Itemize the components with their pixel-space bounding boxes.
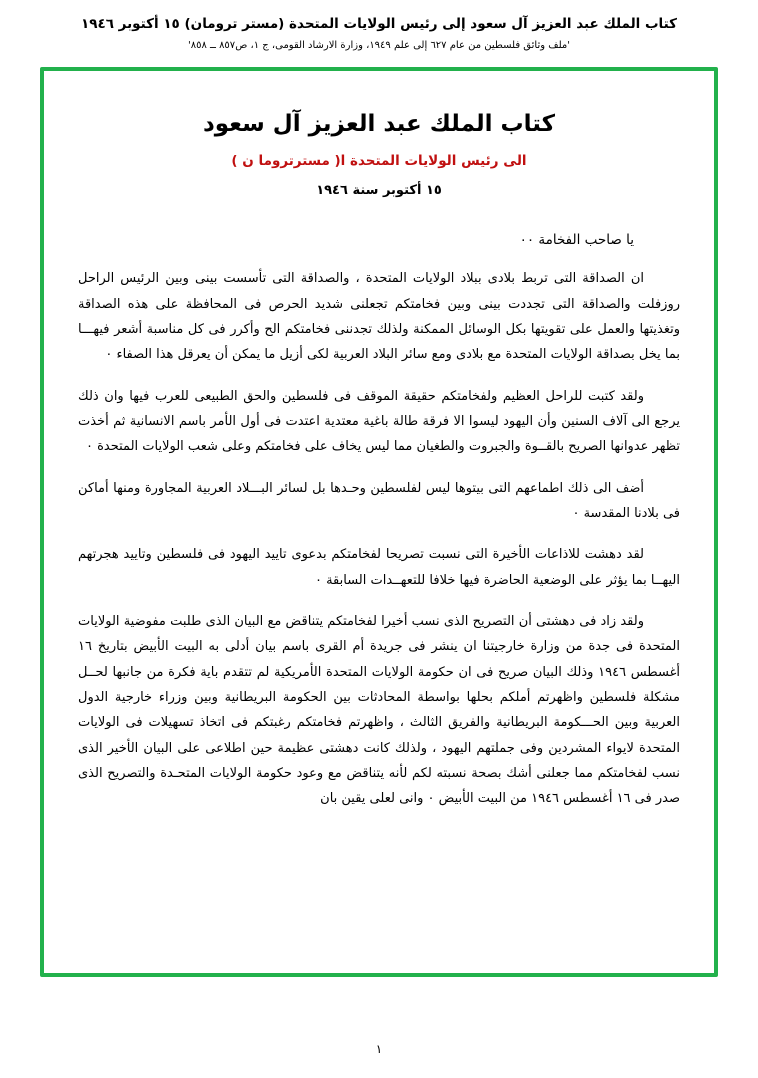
document-date: ١٥ أكتوبر سنة ١٩٤٦ [316, 183, 442, 199]
content-frame [40, 67, 718, 977]
paragraph: ولقد كتبت للراحل العظيم ولفخامتكم حقيقة الموقف فى فلسطين والحق الطبيعى للعرب فيها وان ذلك يرجع الى آلاف السنين وأن اليهود ليسوا الا فرقة طالة باغية معتدية اعتدت فى أول الأمر باسم الانسانية ثم أخذت تظهر عدوانها الصريح بالقــوة والجبروت والطغيان مما ليس يخاف على فخامتكم وعلى شعب الولايات المتحدة ٠ [78, 388, 680, 455]
document-subtitle: الى رئيس الولايات المتحدة ا( مسترتروما ن ) [231, 153, 527, 170]
header-source-line: 'ملف وثائق فلسطين من عام ٦٢٧ إلى علم ١٩٤٩، وزارة الارشاد القومى، ج ١، ص٨٥٧ ــ ٨٥٨' [187, 40, 571, 52]
paragraph: لقد دهشت للاذاعات الأخيرة التى نسبت تصريحا لفخامتكم بدعوى تاييد اليهود فى فلسطين وتاييد هجرتهم اليهــا بما يؤثر على الوضعية الحاضرة فيها خلافا للتعهــدات السابقة ٠ [78, 547, 680, 588]
body-text [78, 266, 680, 812]
paragraph: ان الصداقة التى تربط بلادى ببلاد الولايات المتحدة ، والصداقة التى تأسست بينى وبين الرئيس الراحل روزفلت والصداقة التى تجددت بينى وبين فخامتكم تجعلنى شديد الحرص فى المحافظة على هذه الصداقة وتغذيتها والعمل على تقويتها بكل الوسائل الممكنة ولذلك تجدننى فخامتكم الح وأكرر فى كل مناسبة أشعر فيهـــا بما يخل بصداقة الولايات المتحدة مع بلادى ومع سائر البلاد العربية لكى أزيل ما يمكن أن يعرقل هذا الصفاء ٠ [78, 271, 680, 363]
title-block [78, 111, 680, 198]
paragraph: أضف الى ذلك اطماعهم التى بيتوها ليس لفلسطين وحـدها بل لسائر البـــلاد العربية المجاورة ومنها أماكن فى بلادنا المقدسة ٠ [78, 480, 680, 521]
salutation: يا صاحب الفخامة ٠٠ [519, 232, 634, 249]
running-header [18, 14, 740, 53]
header-main-line: كتاب الملك عبد العزيز آل سعود إلى رئيس الولايات المتحدة (مستر ترومان) ١٥ أكتوبر ١٩٤٦ [81, 16, 677, 32]
page-number: ١ [375, 1042, 383, 1056]
document-title: كتاب الملك عبد العزيز آل سعود [202, 111, 556, 138]
paragraph: ولقد زاد فى دهشتى أن التصريح الذى نسب أخيرا لفخامتكم يتناقض مع البيان الذى طلبت مفوضية الولايات المتحدة فى جدة من وزارة خارجيتنا ان ينشر فى جريدة أم القرى باسم بيان أدلى به البيت الأبيض بتاريخ ١٦ أغسطس ١٩٤٦ وذلك البيان صريح فى ان حكومة الولايات المتحدة الأمريكية لم تتقدم باية فكرة من جانبها لحــل مشكلة فلسطين واظهرتم أملكم بحلها بواسطة المحادثات بين الحكومة البريطانية وبين وزراء خارجية الدول العربية وبين الحـــكومة البريطانية والفريق الثالث ، واظهرتم فخامتكم رغبتكم فى اتخاذ تسهيلات فى الولايات المتحدة لايواء المشردين وفى جملتهم اليهود ، ولذلك كانت دهشتى عظيمة حين اطلاعى على البيان الأخير الذى نسب لفخامتكم مما جعلنى أشك بصحة نسبته لكم لأنه يتناقض مع وعود حكومة الولايات المتحـدة والتصريح الذى صدر فى ١٦ أغسطس ١٩٤٦ من البيت الأبيض ٠ وانى لعلى يقين بان [78, 614, 680, 807]
